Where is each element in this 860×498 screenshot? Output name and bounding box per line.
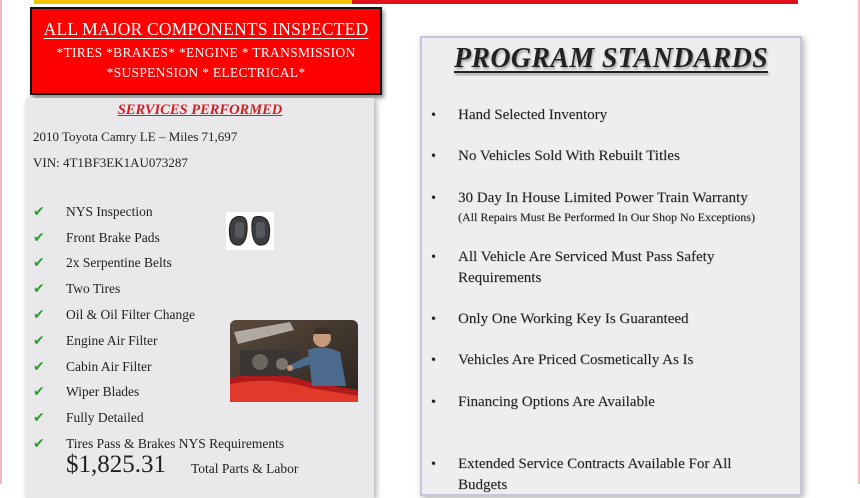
service-label: NYS Inspection <box>66 203 153 219</box>
check-icon: ✔ <box>33 332 45 349</box>
vehicle-description: 2010 Toyota Camry LE – Miles 71,697 <box>33 129 238 144</box>
standard-item <box>431 454 791 496</box>
standard-item <box>431 105 791 126</box>
standard-text: Extended Service Contracts Available For All Budgets <box>458 456 732 493</box>
banner-line-1: *TIRES *BRAKES* *ENGINE * TRANSMISSION <box>56 45 356 60</box>
service-item <box>33 276 284 302</box>
banner-line-2: *SUSPENSION * ELECTRICAL* <box>106 65 306 80</box>
service-label: Wiper Blades <box>66 384 140 400</box>
top-accent-strip <box>34 0 352 4</box>
standard-item <box>431 247 791 289</box>
brake-pads-image <box>226 212 274 250</box>
top-accent-strip <box>352 0 798 4</box>
check-icon: ✔ <box>33 281 45 298</box>
check-icon: ✔ <box>33 384 45 401</box>
check-icon: ✔ <box>33 255 45 272</box>
standard-item <box>431 309 791 330</box>
service-item <box>33 405 284 431</box>
check-icon: ✔ <box>33 436 45 453</box>
service-label: Cabin Air Filter <box>66 358 152 374</box>
standard-text: All Vehicle Are Serviced Must Pass Safety Requirements <box>458 249 715 286</box>
inspection-banner <box>30 7 382 95</box>
service-label: Front Brake Pads <box>66 229 160 245</box>
service-label: 2x Serpentine Belts <box>66 255 172 271</box>
check-icon: ✔ <box>33 307 45 324</box>
standard-text: No Vehicles Sold With Rebuilt Titles <box>458 148 680 164</box>
standard-text: Hand Selected Inventory <box>458 107 608 123</box>
price-note: Total Parts & Labor <box>191 461 299 476</box>
standard-item <box>431 188 791 225</box>
bullet-icon: • <box>431 149 436 164</box>
banner-title: ALL MAJOR COMPONENTS INSPECTED <box>43 19 369 39</box>
total-price: $1,825.31 <box>66 451 166 478</box>
service-label: Engine Air Filter <box>66 332 158 348</box>
standard-item <box>431 146 791 167</box>
service-label: Two Tires <box>66 281 121 297</box>
standard-subtext: (All Repairs Must Be Performed In Our Shop No Exceptions) <box>458 210 755 224</box>
services-title: SERVICES PERFORMED <box>117 102 283 118</box>
standard-text: Only One Working Key Is Guaranteed <box>458 311 689 327</box>
vehicle-vin: VIN: 4T1BF3EK1AU073287 <box>33 155 188 170</box>
check-icon: ✔ <box>33 203 45 220</box>
bullet-icon: • <box>431 395 436 410</box>
bullet-icon: • <box>431 250 436 265</box>
standard-text: 30 Day In House Limited Power Train Warranty <box>458 190 748 206</box>
bullet-icon: • <box>431 312 436 327</box>
standard-item <box>431 350 791 371</box>
standards-title: PROGRAM STANDARDS <box>454 43 768 74</box>
service-label: Oil & Oil Filter Change <box>66 307 195 323</box>
check-icon: ✔ <box>33 410 45 427</box>
bullet-icon: • <box>431 353 436 368</box>
standard-item <box>431 392 791 413</box>
check-icon: ✔ <box>33 229 45 246</box>
service-label: Fully Detailed <box>66 410 144 426</box>
bullet-icon: • <box>431 457 436 472</box>
standard-text: Vehicles Are Priced Cosmetically As Is <box>458 352 694 368</box>
mechanic-image <box>230 320 358 402</box>
standard-text: Financing Options Are Available <box>458 394 655 410</box>
page-edge <box>0 0 2 484</box>
service-item <box>33 251 284 277</box>
bullet-icon: • <box>431 108 436 123</box>
bullet-icon: • <box>431 191 436 206</box>
service-label: Tires Pass & Brakes NYS Requirements <box>66 436 285 452</box>
check-icon: ✔ <box>33 358 45 375</box>
